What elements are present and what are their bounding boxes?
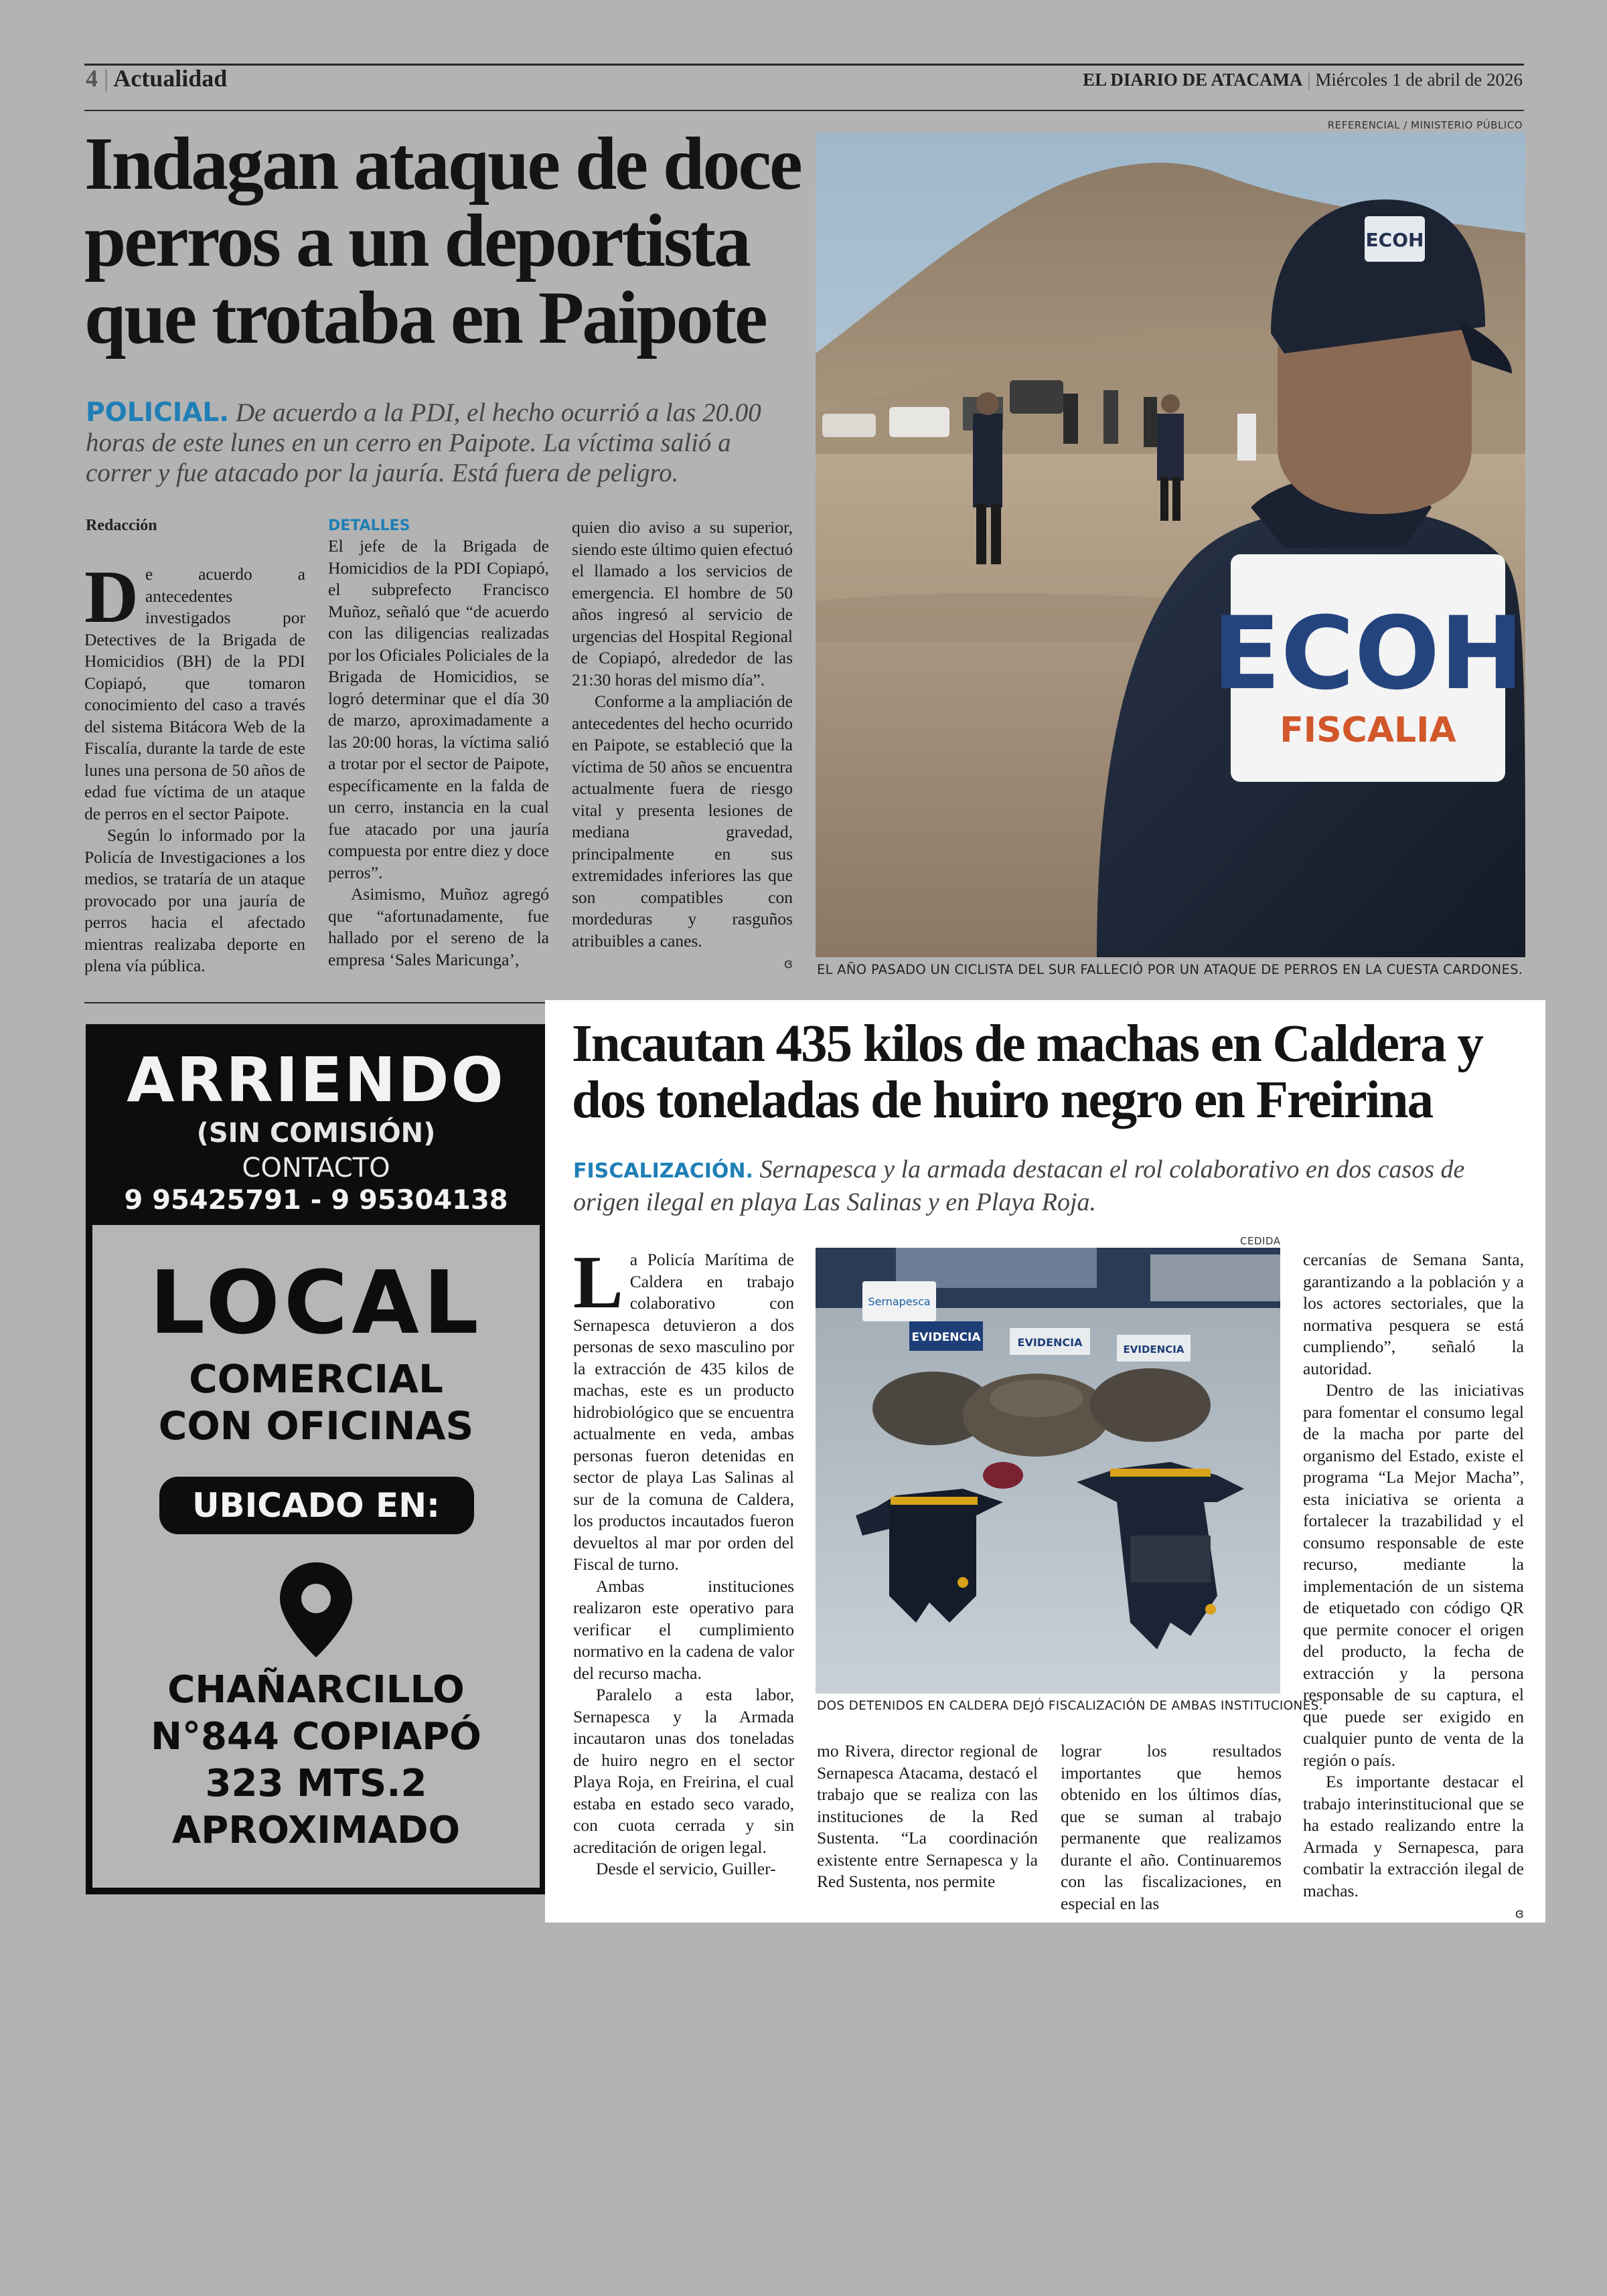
article2-end-mark: ɞ — [1515, 1905, 1524, 1921]
article1-photo-caption: EL AÑO PASADO UN CICLISTA DEL SUR FALLECIÓ POR UN ATAQUE DE PERROS EN LA CUESTA CARDONES. — [817, 962, 1523, 977]
newspaper-name: EL DIARIO DE ATACAMA — [1083, 70, 1303, 90]
patch-line-2: FISCALIA — [1280, 710, 1456, 750]
article2-kicker: FISCALIZACIÓN. — [573, 1159, 753, 1183]
investigator-scene-image — [816, 133, 1525, 957]
article1-photo-credit: REFERENCIAL / MINISTERIO PÚBLICO — [1327, 119, 1523, 131]
article1-subhead: DETALLES — [328, 517, 410, 534]
patch-line-1: ECOH — [1212, 596, 1524, 712]
article1-end-mark: ɞ — [783, 955, 793, 971]
article2-deck-text: Sernapesca y la armada destacan el rol colaborativo en dos casos de origen ilegal en playa Las Salinas y en Playa Roja. — [573, 1155, 1465, 1216]
article1-photo — [816, 133, 1525, 957]
evidence-sign-text: EVIDENCIA — [911, 1331, 981, 1344]
ad-title: ARRIENDO — [127, 1044, 506, 1116]
article2-column-4 — [1303, 1249, 1524, 1924]
article2-paragraph: Paralelo a esta labor, Sernapesca y la Armada incautaron unas dos toneladas de huiro negro en el sector Playa Roja, en Freirina, el cual estaba en estado seco varado, con cuota cerrada y sin acreditación de origen legal. — [573, 1685, 794, 1857]
article1-column-2 — [328, 517, 549, 971]
ad-subtitle: (SIN COMISIÓN) — [196, 1118, 436, 1149]
header-bottom-rule — [84, 110, 1524, 111]
ad-located: UBICADO EN: — [192, 1486, 441, 1525]
article2-photo — [816, 1248, 1280, 1694]
section-divider — [84, 1002, 546, 1003]
article1-deck-text: De acuerdo a la PDI, el hecho ocurrió a las 20.00 horas de este lunes en un cerro en Paipote. La víctima salió a correr y fue atacado por la jauría. Está fuera de peligro. — [86, 398, 761, 487]
ad-line-2: CON OFICINAS — [158, 1403, 474, 1449]
page-number: 4 — [86, 65, 98, 92]
ad-approx: APROXIMADO — [171, 1809, 461, 1852]
masthead-date — [1083, 70, 1523, 90]
sernapesca-logo: Sernapesca — [868, 1295, 931, 1308]
article2-photo-caption: DOS DETENIDOS EN CALDERA DEJÓ FISCALIZACIÓN DE AMBAS INSTITUCIONES. — [817, 1699, 1323, 1713]
issue-date: Miércoles 1 de abril de 2026 — [1315, 70, 1523, 90]
evidence-sign-text: EVIDENCIA — [1123, 1343, 1184, 1356]
article1-byline: Redacción — [86, 517, 157, 534]
section-label — [86, 64, 227, 92]
article1-paragraph: e acuerdo a antecedentes investigados por Detectives de la Brigada de Homicidios (BH) de la PDI Copiapó, que tomaron conocimiento del caso a través del sistema Bitácora Web de la Fiscalía, durante la tarde de este lunes una persona de 50 años de edad fue víctima de un ataque de perros en el sector Paipote. — [84, 564, 305, 823]
article1-deck — [86, 398, 795, 488]
header-top-rule — [84, 64, 1524, 66]
cap-text: ECOH — [1365, 229, 1424, 251]
article2-column-3 — [1061, 1740, 1282, 1914]
article1-paragraph: Conforme a la ampliación de antecedentes del hecho ocurrido en Paipote, se estableció que la víctima de 50 años se encuentra actualmente fuera de riesgo vital y presenta lesiones de mediana gravedad, principalmente en sus extremidades inferiores las que son compatibles con mordeduras y rasguños atribuibles a canes. — [572, 691, 793, 951]
article1-paragraph: Asimismo, Muñoz agregó que “afortunadamente, fue hallado por el sereno de la empresa ‘Sales Maricunga’, — [328, 884, 549, 969]
ad-local: LOCAL — [149, 1252, 483, 1354]
ad-phones: 9 95425791 - 9 95304138 — [124, 1185, 508, 1216]
article2-paragraph: Dentro de las iniciativas para fomentar el consumo legal de la macha por parte del organismo del Estado, existe el programa “La Mejor Macha”, esta iniciativa se orienta a fortalecer la trazabilidad y el consumo responsable de este recurso, mediante la implementación de un sistema de etiquetado con código QR que permite conocer el origen del producto, la fecha de extracción y la persona responsable de su captura, el que puede ser exigido en cualquier punto de venta de la región o país. — [1303, 1380, 1524, 1770]
header-separator: | — [104, 65, 109, 92]
ad-contact-label: CONTACTO — [242, 1153, 390, 1183]
masthead-separator: | — [1307, 70, 1311, 90]
article2-paragraph: Ambas instituciones realizaron este operativo para verificar el cumplimiento normativo en la cadena de valor del recurso macha. — [573, 1576, 794, 1683]
article1-column-3 — [572, 517, 793, 975]
article2-deck — [573, 1154, 1524, 1218]
article2-paragraph: lograr los resultados importantes que hemos obtenido en los últimos días, que se suman al trabajo permanente que realizamos durante el año. Continuaremos con las fiscalizaciones, en especial en las — [1061, 1741, 1282, 1913]
location-pin-icon — [276, 1560, 356, 1660]
ad-inner-panel — [92, 1225, 540, 1888]
article2-column-2 — [817, 1740, 1038, 1893]
article2-paragraph: Es importante destacar el trabajo interinstitucional que se ha estado realizando entre la Armada y Sernapesca, para combatir la extracción ilegal de machas. — [1303, 1772, 1524, 1900]
article2-photo-credit: CEDIDA — [1240, 1235, 1281, 1247]
evidence-sign-text: EVIDENCIA — [1017, 1336, 1083, 1349]
ad-line-1: COMERCIAL — [189, 1356, 443, 1402]
article2-headline: Incautan 435 kilos de machas en Caldera y dos toneladas de huiro negro en Freirina — [572, 1015, 1482, 1129]
article1-paragraph: quien dio aviso a su superior, siendo este último quien efectuó el llamado a los servicios de emergencia. El hombre de 50 años ingresó al servicio de urgencias del Hospital Regional de Copiapó, alrededor de las 21:30 horas del mismo día”. — [572, 517, 793, 689]
ad-address-2: N°844 COPIAPÓ — [151, 1715, 481, 1758]
article1-column-1 — [84, 556, 305, 977]
article1-paragraph: Según lo informado por la Policía de Investigaciones a los medios, se trataría de un ataque provocado por una jauría de perros hacia el afectado mientras realizaba deporte en plena vía pública. — [84, 825, 305, 975]
article1-paragraph: El jefe de la Brigada de Homicidios de la PDI Copiapó, el subprefecto Francisco Muñoz, señaló que “de acuerdo con las diligencias realizadas por los Oficiales Policiales de la Brigada de Homicidios, se logró determinar que el día 30 de marzo, aproximadamente a las 20:00 horas, la víctima salió a trotar por el sector de Paipote, específicamente en la falda de un cerro, instancia en la cual fue atacado por una jauría compuesta por entre diez y doce perros”. — [328, 536, 549, 882]
article2-paragraph: mo Rivera, director regional de Sernapesca Atacama, destacó el trabajo que se realiza con las instituciones de la Red Sustenta. “La coordinación existente entre Sernapesca y la Red Sustenta, nos permite — [817, 1741, 1038, 1891]
article1-dropcap: D — [84, 556, 139, 639]
ad-address-1: CHAÑARCILLO — [167, 1668, 465, 1712]
article2-column-1 — [573, 1241, 794, 1880]
rental-advertisement — [86, 1024, 546, 1894]
article2-paragraph: Desde el servicio, Guiller- — [596, 1859, 776, 1878]
article2-paragraph: cercanías de Semana Santa, garantizando a la población y a los actores sectoriales, que la normativa pesquera se está cumpliendo”, señaló la autoridad. — [1303, 1250, 1524, 1378]
ad-size: 323 MTS.2 — [205, 1762, 427, 1805]
article1-headline: Indagan ataque de doce perros a un deportista que trotaba en Paipote — [84, 122, 801, 359]
section-name: Actualidad — [113, 65, 228, 92]
article1-kicker: POLICIAL. — [86, 398, 230, 428]
article2-dropcap: L — [573, 1241, 623, 1324]
article2-paragraph: a Policía Marítima de Caldera en trabajo colaborativo con Sernapesca detuvieron a dos personas de sexo masculino por la extracción de 435 kilos de machas, este es un producto hidrobiológico que se encuentra actualmente en veda, ambas personas fueron detenidas en sector de playa Las Salinas al sur de la comuna de Caldera, los productos incautados fueron devueltos al mar por orden del Fiscal de turno. — [573, 1250, 794, 1574]
seized-evidence-image — [816, 1248, 1280, 1694]
